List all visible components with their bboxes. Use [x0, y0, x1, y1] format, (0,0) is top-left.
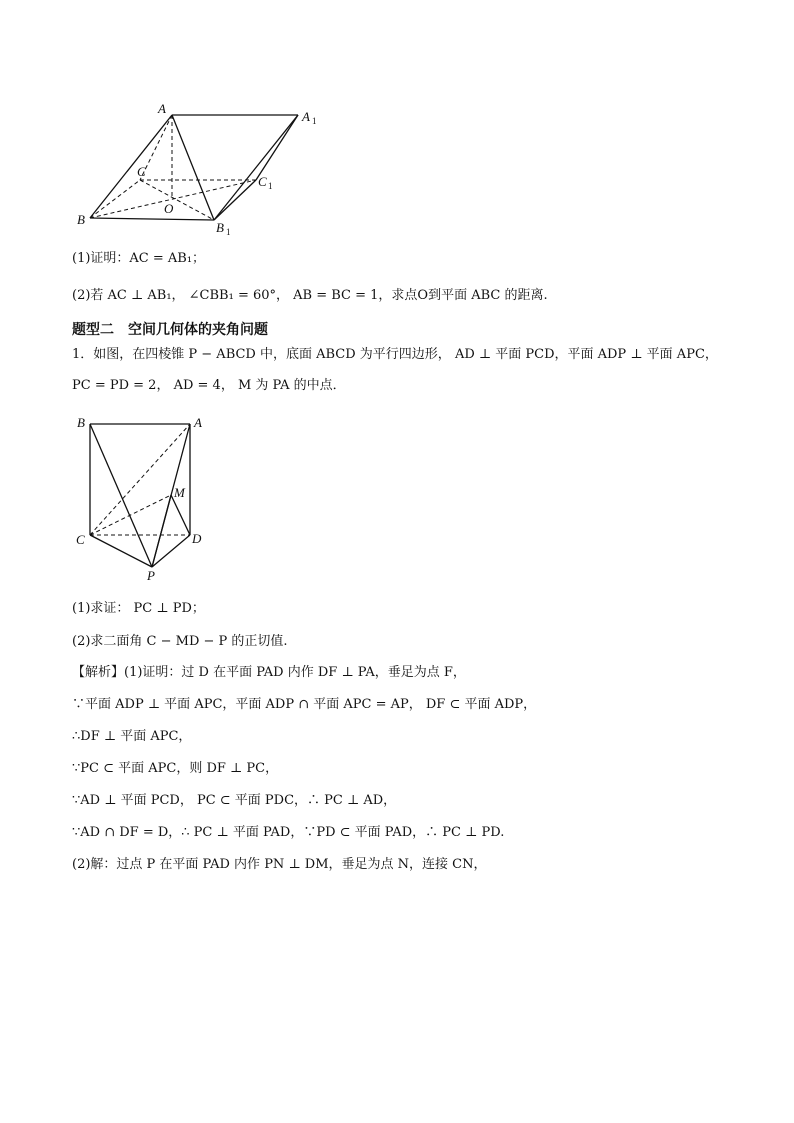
solution-line5: ∵AD ⊥ 平面 PCD， PC ⊂ 平面 PDC，∴ PC ⊥ AD， — [72, 793, 397, 808]
label-C1-sub: 1 — [268, 181, 273, 191]
edge-M-P — [152, 495, 171, 567]
label-D: D — [192, 531, 202, 546]
label-B1-sub: 1 — [226, 227, 231, 237]
section-title: 题型二 空间几何体的夹角问题 — [72, 322, 268, 338]
solution-line2: ∵平面 ADP ⊥ 平面 APC，平面 ADP ∩ 平面 APC = AP， DF ⊂ 平面 ADP， — [72, 697, 537, 712]
solution-line4: ∵PC ⊂ 平面 APC，则 DF ⊥ PC， — [72, 761, 279, 776]
solution-line3: ∴DF ⊥ 平面 APC， — [72, 729, 192, 744]
solution-line7: (2)解：过点 P 在平面 PAD 内作 PN ⊥ DM，垂足为点 N，连接 CN， — [72, 857, 487, 872]
label-B: B — [77, 212, 85, 227]
q1-part2: (2)若 AC ⊥ AB₁， ∠CBB₁ = 60°， AB = BC = 1，求点O到平面 ABC 的距离. — [72, 288, 548, 303]
label-B: B — [77, 415, 85, 430]
label-P: P — [147, 568, 155, 583]
edge-A1-B1 — [214, 115, 298, 220]
label-C1: C — [258, 174, 267, 189]
label-O: O — [164, 201, 174, 216]
label-A: A — [158, 101, 166, 116]
q2-part2: (2)求二面角 C − MD − P 的正切值. — [72, 634, 288, 649]
edge-B-P — [90, 424, 152, 567]
label-B1: B — [216, 220, 224, 235]
edge-C1-B1 — [214, 180, 256, 220]
edge-M-D — [171, 495, 190, 535]
q2-stem-line1: 1．如图，在四棱锥 P − ABCD 中，底面 ABCD 为平行四边形， AD ⊥ 平面 PCD，平面 ADP ⊥ 平面 APC， — [72, 347, 718, 362]
edge-B-B1 — [90, 218, 214, 220]
edge-A-B1 — [172, 115, 214, 220]
q1-part1: (1)证明：AC = AB₁； — [72, 251, 206, 266]
edge-D-P — [152, 535, 190, 567]
label-A1: A — [302, 109, 310, 124]
edge-C-P — [90, 535, 152, 567]
edge-A1-C1 — [256, 115, 298, 180]
label-A1-sub: 1 — [312, 116, 317, 126]
q2-stem-line2: PC = PD = 2， AD = 4， M 为 PA 的中点． — [72, 378, 346, 393]
label-C: C — [137, 164, 146, 179]
edge-C-M — [90, 495, 171, 535]
label-M: M — [174, 485, 185, 500]
label-A: A — [194, 415, 202, 430]
edge-C-B1 — [140, 180, 214, 220]
q2-part1: (1)求证： PC ⊥ PD； — [72, 601, 205, 616]
solution-line1: 【解析】(1)证明：过 D 在平面 PAD 内作 DF ⊥ PA，垂足为点 F， — [72, 665, 466, 680]
solution-line6: ∵AD ∩ DF = D，∴ PC ⊥ 平面 PAD，∵PD ⊂ 平面 PAD，∴ PC ⊥ PD. — [72, 825, 505, 840]
figure-pyramid — [0, 410, 794, 590]
label-C: C — [76, 532, 85, 547]
